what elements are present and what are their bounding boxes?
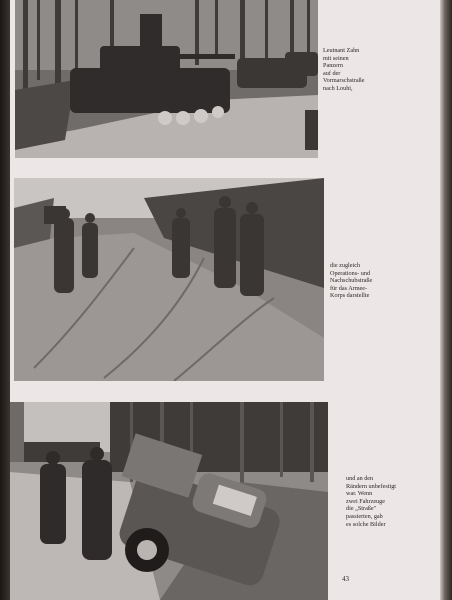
caption-tanks: Leutnant Zahn mit seinen Panzern auf der Vormarschstraße nach Louhi, xyxy=(323,47,365,92)
book-page xyxy=(10,0,442,600)
caption-truck: und an den Rändern unbefestigt war. Wenn zwei Fahrzeuge die „Straße" passierten, gab es solche Bilder xyxy=(346,475,397,528)
book-spine-shadow xyxy=(0,0,10,600)
caption-road: die zugleich Operations- und Nachschubstraße für das Armee- Korps darstellte xyxy=(330,262,373,300)
page-number: 43 xyxy=(342,575,349,583)
photo-tanks-on-road xyxy=(15,0,318,158)
photo-soldiers-muddy-road xyxy=(14,178,324,381)
photo-truck-in-ditch xyxy=(10,402,328,600)
next-page-edge xyxy=(440,0,452,600)
